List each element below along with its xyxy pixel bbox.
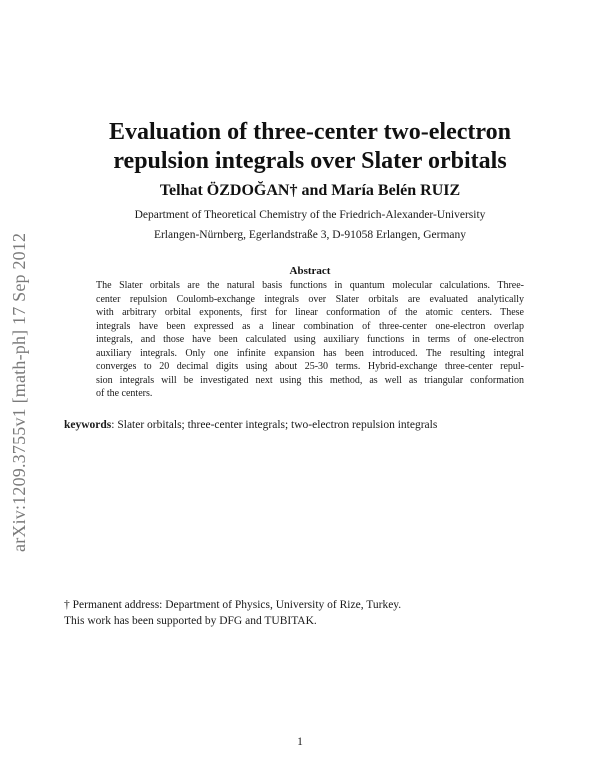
abstract-line: with arbitrary orbital exponents, first for linear conformation of the atomic centers. These xyxy=(96,307,524,318)
abstract-line: integrals have been expressed as a linear combination of three-center one-electron overlap xyxy=(96,320,524,332)
abstract-line: The Slater orbitals are the natural basis functions in quantum molecular calculations. Three- xyxy=(96,280,524,291)
abstract-line: of the centers. xyxy=(96,388,153,399)
title-line-1: Evaluation of three-center two-electron xyxy=(109,119,511,145)
affiliation-line-2: Erlangen-Nürnberg, Egerlandstraße 3, D-91058 Erlangen, Germany xyxy=(153,229,467,241)
abstract-line: center repulsion Coulomb-exchange integrals over Slater orbitals are evaluated analytically xyxy=(96,293,524,305)
arxiv-identifier-stamp: arXiv:1209.3755v1 [math-ph] 17 Sep 2012 xyxy=(9,232,29,552)
page-number: 1 xyxy=(297,736,303,748)
abstract-heading: Abstract xyxy=(289,265,331,277)
affiliation xyxy=(70,205,550,245)
footnotes xyxy=(64,597,544,629)
keywords-label: keywords xyxy=(64,419,112,431)
footnote-address: † Permanent address: Department of Physics, University of Rize, Turkey. xyxy=(64,599,402,611)
title-line-2: repulsion integrals over Slater orbitals xyxy=(113,148,507,174)
abstract-line: sion integrals will be investigated next using this method, as well as triangular conformation xyxy=(96,374,524,386)
abstract-line: auxiliary integrals. Only one infinite expansion has been introduced. The resulting integral xyxy=(96,347,524,359)
authors: Telhat ÖZDOĞAN† and María Belén RUIZ xyxy=(159,182,461,199)
paper-title xyxy=(70,118,550,176)
abstract-line: converges to 20 decimal digits using about 25-30 terms. Hybrid-exchange three-center repul- xyxy=(96,361,524,372)
abstract-line: integrals, and those have been calculated using auxiliary functions in terms of one-electron xyxy=(96,334,524,345)
affiliation-line-1: Department of Theoretical Chemistry of the Friedrich-Alexander-University xyxy=(134,209,486,221)
keywords-text: : Slater orbitals; three-center integrals; two-electron repulsion integrals xyxy=(111,419,438,431)
keywords xyxy=(64,417,554,433)
footnote-funding: This work has been supported by DFG and TUBITAK. xyxy=(64,615,317,627)
abstract-body xyxy=(96,279,524,401)
